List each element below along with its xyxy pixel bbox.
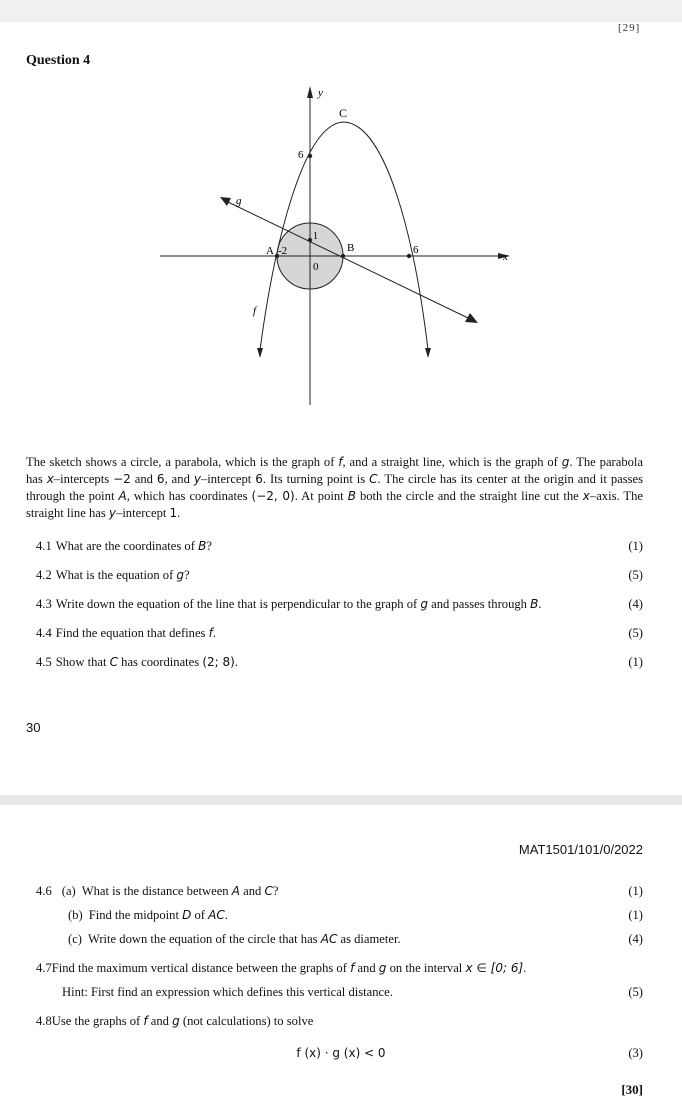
- mark: (3): [628, 1046, 643, 1060]
- label-A: A: [266, 245, 274, 257]
- label-neg2: -2: [278, 245, 288, 257]
- parabola-arrow-left-icon: [257, 348, 263, 358]
- label-6-y: 6: [298, 149, 304, 161]
- mark: (1): [628, 655, 643, 669]
- question-4-8-mark-row: [36, 1046, 643, 1061]
- parabola-arrow-right-icon: [425, 348, 431, 358]
- page-corner-mark: [29]: [618, 22, 641, 34]
- mark: (4): [628, 597, 643, 611]
- label-y: y: [318, 87, 323, 99]
- label-B: B: [347, 242, 355, 254]
- label-x: x: [503, 251, 508, 263]
- line-g: [228, 202, 468, 318]
- question-4-8: 4.8Use the graphs of f and g (not calculations) to solve: [36, 1014, 314, 1028]
- question-4-2: 4.2 What is the equation of g? (5): [36, 568, 643, 582]
- label-g: g: [236, 195, 242, 207]
- point-y-intercept-1: [308, 238, 312, 242]
- question-4-7: 4.7Find the maximum vertical distance between the graphs of f and g on the interval x ∈ [0; 6].: [36, 961, 527, 975]
- page-separator: [0, 795, 682, 805]
- label-6-x: 6: [413, 244, 419, 256]
- mark: (5): [628, 626, 643, 640]
- running-header: MAT1501/101/0/2022: [518, 842, 643, 857]
- mark: (1): [628, 908, 643, 922]
- question-4-4: 4.4 Find the equation that defines f. (5): [36, 626, 643, 640]
- question-4-6c: (c) Write down the equation of the circle that has AC as diameter. (4): [68, 932, 643, 946]
- label-1: 1: [313, 231, 318, 242]
- total-marks: [30]: [621, 1082, 643, 1097]
- label-0: 0: [313, 261, 319, 273]
- point-B: [341, 254, 345, 258]
- question-4-3: 4.3 Write down the equation of the line that is perpendicular to the graph of g and passes through B. (4): [36, 597, 643, 611]
- point-y-intercept-6: [308, 154, 312, 158]
- question-4-6a: 4.6 (a) What is the distance between A and C? (1): [36, 884, 643, 898]
- mark: (5): [628, 568, 643, 582]
- question-heading: Question 4: [26, 53, 91, 68]
- question-4-1: 4.1 What are the coordinates of B? (1): [36, 539, 643, 553]
- label-C: C: [339, 106, 348, 120]
- y-axis-arrow-icon: [307, 86, 313, 98]
- page-number: 30: [26, 720, 41, 735]
- top-gray-bar: [0, 0, 682, 22]
- question-4-5: 4.5 Show that C has coordinates (2; 8). (1): [36, 655, 643, 669]
- mark: (4): [628, 932, 643, 946]
- sketch-figure: [0, 80, 682, 440]
- description-paragraph: The sketch shows a circle, a parabola, which is the graph of f, and a straight line, which is the graph of g. The parabola has x–intercepts −2 and 6, and y–intercept 6. Its turning point is C. The circle has its center at the origin and it passes through the point A, which has coordinates (−2, 0). At point B both the circle and the straight line cut the x–axis. The straight line has y–intercept 1.: [26, 455, 644, 520]
- label-f: f: [253, 305, 257, 317]
- mark: (5): [628, 985, 643, 999]
- point-x-intercept-6: [407, 254, 411, 258]
- inequality: f (x) · g (x) < 0: [296, 1046, 386, 1060]
- mark: (1): [628, 539, 643, 553]
- mark: (1): [628, 884, 643, 898]
- question-4-6b: (b) Find the midpoint D of AC. (1): [68, 908, 643, 922]
- line-g-arrow-left-icon: [220, 197, 231, 206]
- question-4-7-hint: Hint: First find an expression which defines this vertical distance. (5): [62, 985, 643, 999]
